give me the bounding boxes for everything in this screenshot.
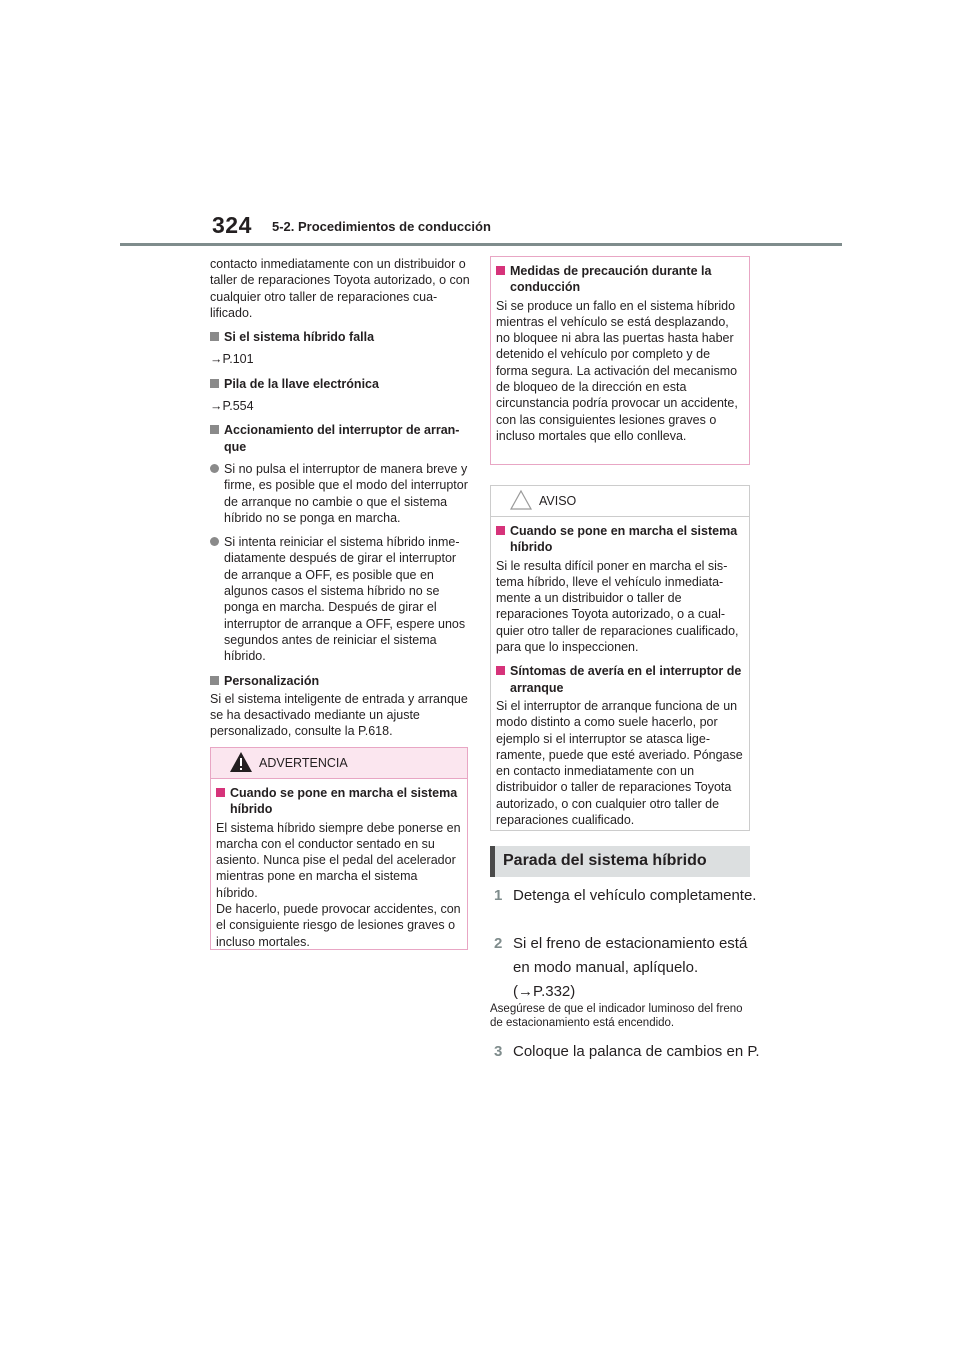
section-title: 5-2. Procedimientos de conducción	[272, 219, 491, 234]
square-bullet-icon	[210, 676, 219, 685]
left-column	[210, 256, 470, 748]
page-header	[0, 0, 960, 250]
warning-heading: Cuando se pone en marcha el sistema híbrido	[216, 785, 462, 818]
step-number: 2	[494, 935, 503, 952]
page-number: 324	[212, 212, 252, 238]
notice-box	[490, 485, 750, 831]
notice-text-switch: Si el interruptor de arranque funciona de un modo distinto a como suele hacerlo, por ejemplo si el interruptor se atasca ligeramente, puede que esté averiado. Póngase en contacto inmediatamente con un distribuidor o taller de reparaciones Toyota autorizado, o con cualquier otro taller de reparaciones cualificado.	[496, 698, 743, 828]
notice-header	[491, 486, 749, 517]
caution-body	[491, 257, 749, 444]
step-text: Si el freno de estacionamiento está en modo manual, aplíquelo. (→P.332)	[513, 935, 748, 1000]
section-accent	[490, 846, 495, 877]
list-item: Si intenta reiniciar el sistema híbrido inmediatamente después de girar el interruptor de arranque a OFF, es posible que en algunos casos el sistema híbrido no se ponga en marcha. Después de girar el interruptor de arranque a OFF, espere unos segundos antes de reiniciar el sistema híbrido.	[210, 534, 470, 664]
heading-customization: Personalización	[210, 673, 470, 689]
round-bullet-icon	[210, 464, 219, 473]
step-text: Coloque la palanca de cambios en P.	[513, 1043, 760, 1060]
warning-triangle-icon	[229, 751, 253, 773]
intro-paragraph: contacto inmediatamente con un distribuidor o taller de reparaciones Toyota autorizado, o con cualquier otro taller de reparaciones cualificado.	[210, 257, 470, 320]
warning-text: El sistema híbrido siempre debe ponerse en marcha con el conductor sentado en su asiento. Nunca pise el pedal del acelerador mientras pone en marcha el sistema híbrido. De hacerlo, puede provocar accidentes, con el consiguiente riesgo de lesiones graves o incluso mortales.	[216, 820, 461, 949]
page-reference[interactable]: →P.554	[210, 399, 254, 414]
notice-text-start: Si le resulta difícil poner en marcha el sistema híbrido, lleve el vehículo inmediatamente a un distribuidor o taller de reparaciones Toyota autorizado, o a cualquier otro taller de reparaciones cualificado, para que lo inspeccionen.	[496, 558, 739, 655]
header-divider	[120, 243, 842, 246]
square-bullet-icon	[210, 425, 219, 434]
section-heading: Parada del sistema híbrido	[503, 852, 707, 869]
square-bullet-icon	[216, 788, 225, 797]
heading-hybrid-failure: Si el sistema híbrido falla	[210, 329, 470, 345]
round-bullet-icon	[210, 537, 219, 546]
caution-heading: Medidas de precaución durante la conducción	[496, 263, 744, 296]
warning-header	[211, 748, 467, 779]
notice-title: AVISO	[539, 494, 577, 508]
notice-heading-switch: Síntomas de avería en el interruptor de arranque	[496, 663, 744, 696]
customization-paragraph: Si el sistema inteligente de entrada y arranque se ha desactivado mediante un ajuste personalizado, consulte la P.618.	[210, 691, 468, 739]
square-bullet-icon	[496, 666, 505, 675]
page-reference[interactable]: →P.101	[210, 352, 254, 367]
heading-key-battery: Pila de la llave electrónica	[210, 376, 470, 392]
warning-body	[211, 779, 467, 950]
square-bullet-icon	[210, 332, 219, 341]
parking-brake-note: Asegúrese de que el indicador luminoso del freno de estacionamiento está encendido.	[490, 1003, 743, 1029]
section-heading-bar	[490, 846, 750, 877]
warning-title: ADVERTENCIA	[259, 756, 348, 770]
caution-triangle-icon	[509, 489, 533, 511]
step-number: 1	[494, 887, 503, 904]
caution-box	[490, 256, 750, 465]
step-number: 3	[494, 1043, 503, 1060]
notice-body	[491, 517, 749, 828]
square-bullet-icon	[496, 526, 505, 535]
step-text: Detenga el vehículo completamente.	[513, 887, 757, 904]
caution-text: Si se produce un fallo en el sistema híbrido mientras el vehículo se está desplazando, no bloquee ni abra las puertas hasta haber detenido el vehículo por completo y de forma segura. La activación del mecanismo de bloqueo de la dirección en esta circunstancia podría provocar un accidente, con las consiguientes lesiones graves o incluso mortales que ello conlleva.	[496, 298, 738, 443]
heading-start-switch: Accionamiento del interruptor de arranque	[210, 422, 470, 455]
warning-box	[210, 747, 468, 950]
list-item: Si no pulsa el interruptor de manera breve y firme, es posible que el modo del interruptor de arranque no cambie o que el sistema híbrido no se ponga en marcha.	[210, 461, 470, 526]
notice-heading-start: Cuando se pone en marcha el sistema híbrido	[496, 523, 744, 556]
square-bullet-icon	[496, 266, 505, 275]
square-bullet-icon	[210, 379, 219, 388]
